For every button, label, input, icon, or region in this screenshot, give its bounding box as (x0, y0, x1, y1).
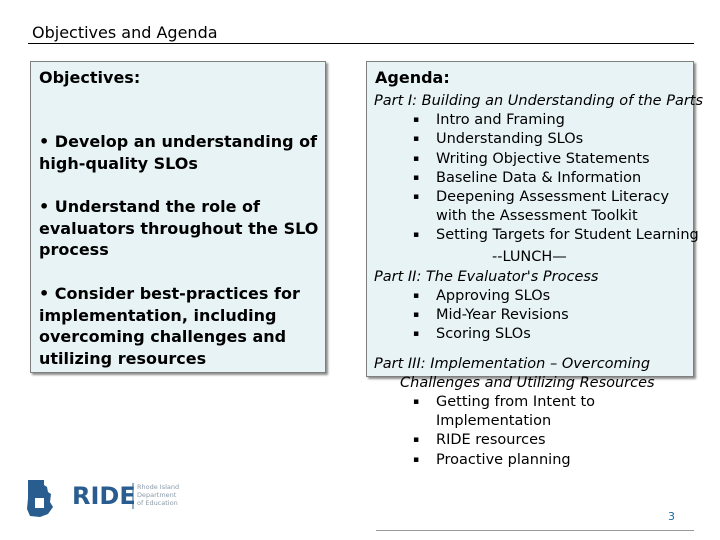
ride-logo (22, 474, 182, 522)
agenda-item: ▪ RIDE resources (374, 431, 704, 450)
agenda-part-3-title: Part III: Implementation – Overcoming (374, 355, 651, 372)
agenda-item: ▪ Scoring SLOs (374, 325, 704, 344)
bullet-icon: ▪ (412, 192, 420, 203)
bullet-icon: ▪ (412, 397, 420, 408)
agenda-item: ▪ Deepening Assessment Literacy with the Assessment Toolkit (374, 188, 704, 226)
bullet-icon: ▪ (412, 435, 420, 446)
agenda-item: ▪ Mid-Year Revisions (374, 306, 704, 325)
agenda-item: ▪ Understanding SLOs (374, 130, 704, 149)
agenda-heading: Agenda: (375, 68, 450, 87)
bullet-icon: ▪ (412, 172, 420, 183)
objectives-heading: Objectives: (39, 68, 141, 87)
bullet-icon: ▪ (412, 230, 420, 241)
bullet-icon: ▪ (412, 134, 420, 145)
agenda-item: ▪ Setting Targets for Student Learning (374, 226, 704, 245)
bullet-icon: ▪ (412, 115, 420, 126)
objective-item: • Understand the role of evaluators throughout the SLO process (39, 197, 319, 259)
bullet-icon: ▪ (412, 291, 420, 302)
title-divider (28, 43, 694, 44)
agenda-item: ▪ Getting from Intent to Implementation (374, 393, 704, 431)
agenda-part-1-title: Part I: Building an Understanding of the Parts (374, 93, 704, 109)
page-number: 3 (668, 510, 675, 523)
bullet-icon: ▪ (412, 310, 420, 321)
logo-line-1: Rhode Island (137, 483, 180, 491)
agenda-item: ▪ Baseline Data & Information (374, 169, 704, 188)
agenda-item: ▪ Proactive planning (374, 451, 704, 470)
agenda-item: ▪ Writing Objective Statements (374, 150, 704, 169)
objective-item: • Consider best-practices for implementation, including overcoming challenges and utilizing resources (39, 284, 300, 368)
objective-item: • Develop an understanding of high-quality SLOs (39, 132, 318, 173)
agenda-item: ▪ Intro and Framing (374, 111, 704, 130)
footer-divider (376, 530, 694, 531)
agenda-list (374, 92, 704, 470)
agenda-part-3-title-cont: Challenges and Utilizing Resources (400, 374, 655, 391)
agenda-item: ▪ Approving SLOs (374, 287, 704, 306)
page-title: Objectives and Agenda (32, 23, 218, 42)
logo-line-3: of Education (137, 499, 178, 507)
bullet-icon: ▪ (412, 329, 420, 340)
logo-line-2: Department (137, 491, 177, 499)
bullet-icon: ▪ (412, 454, 420, 465)
lunch-break: --LUNCH— (492, 248, 567, 265)
agenda-part-2-title: Part II: The Evaluator's Process (374, 268, 599, 285)
objectives-box (30, 61, 326, 373)
logo-wordmark: RIDE (72, 482, 136, 510)
bullet-icon: ▪ (412, 153, 420, 164)
